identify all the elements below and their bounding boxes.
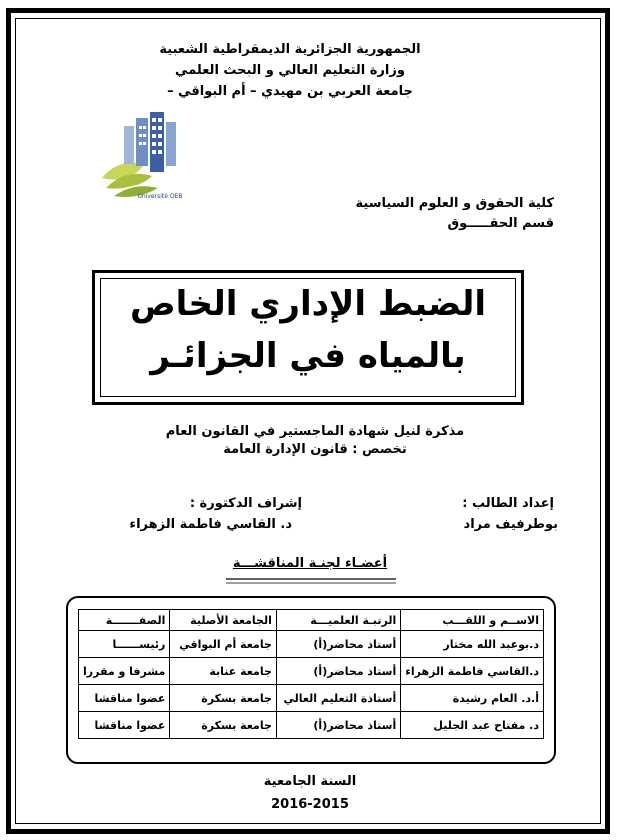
university-building-logo: [100, 106, 210, 206]
member-rank: أستاذ محاضر(أ): [276, 712, 400, 739]
member-name: د.بوعبد الله مختار: [401, 631, 544, 658]
member-rank: أستاذ محاضر(أ): [276, 631, 400, 658]
university-name: جامعة العربي بن مهيدي – أم البواقي –: [167, 84, 413, 99]
student-name: بوطرفيف مراد: [463, 517, 558, 532]
table-row: [79, 631, 544, 658]
header-rank: الرتبـة العلميـــة: [276, 610, 400, 631]
committee-title-ornament: [226, 570, 396, 578]
student-label: إعداد الطالب :: [462, 496, 554, 511]
table-row: [79, 712, 544, 739]
member-role: مشرفا و مقررا: [79, 658, 170, 685]
header-university: الجامعة الأصلية: [170, 610, 277, 631]
member-university: جامعة بسكرة: [170, 712, 277, 739]
member-university: جامعة أم البواقي: [170, 631, 277, 658]
academic-year-label: السنة الجامعية: [263, 774, 357, 789]
memo-specialty: تخصص : قانون الإدارة العامة: [223, 442, 407, 457]
supervisor-name: د. القاسي فاطمة الزهراء: [129, 517, 292, 532]
supervisor-label: إشراف الدكتورة :: [189, 496, 302, 511]
member-name: د.القاسي فاطمة الزهراء: [401, 658, 544, 685]
header-name: الاســم و اللقـــب: [401, 610, 544, 631]
department-name: قسم الحقـــــوق: [447, 216, 554, 231]
committee-table: [78, 609, 544, 739]
table-row: [79, 658, 544, 685]
committee-title: أعضـاء لجنـة المناقشـــة: [232, 556, 388, 571]
memo-degree: مذكرة لنيل شهادة الماجستير في القانون العام: [165, 424, 465, 439]
header-role: الصفـــــــة: [79, 610, 170, 631]
ministry-name: وزارة التعليم العالي و البحث العلمي: [175, 63, 405, 78]
thesis-title-line2: بالمياه في الجزائـر: [150, 336, 466, 376]
member-name: أ.د. العام رشيدة: [401, 685, 544, 712]
member-rank: أستاذة التعليم العالي: [276, 685, 400, 712]
academic-year-value: 2016-2015: [271, 797, 349, 812]
member-rank: أستاذ محاضر(أ): [276, 658, 400, 685]
member-name: د. مفتاح عبد الجليل: [401, 712, 544, 739]
member-role: عضوا مناقشا: [79, 685, 170, 712]
member-role: عضوا مناقشا: [79, 712, 170, 739]
member-role: رئيســــــا: [79, 631, 170, 658]
republic-name: الجمهورية الجزائرية الديمقراطية الشعبية: [159, 42, 421, 57]
logo-caption: Université OEB: [137, 193, 183, 200]
member-university: جامعة بسكرة: [170, 685, 277, 712]
committee-header-row: [79, 610, 544, 631]
member-university: جامعة عنابة: [170, 658, 277, 685]
table-row: [79, 685, 544, 712]
faculty-name: كلية الحقوق و العلوم السياسية: [355, 196, 554, 211]
thesis-title-line1: الضبط الإداري الخاص: [129, 284, 487, 324]
